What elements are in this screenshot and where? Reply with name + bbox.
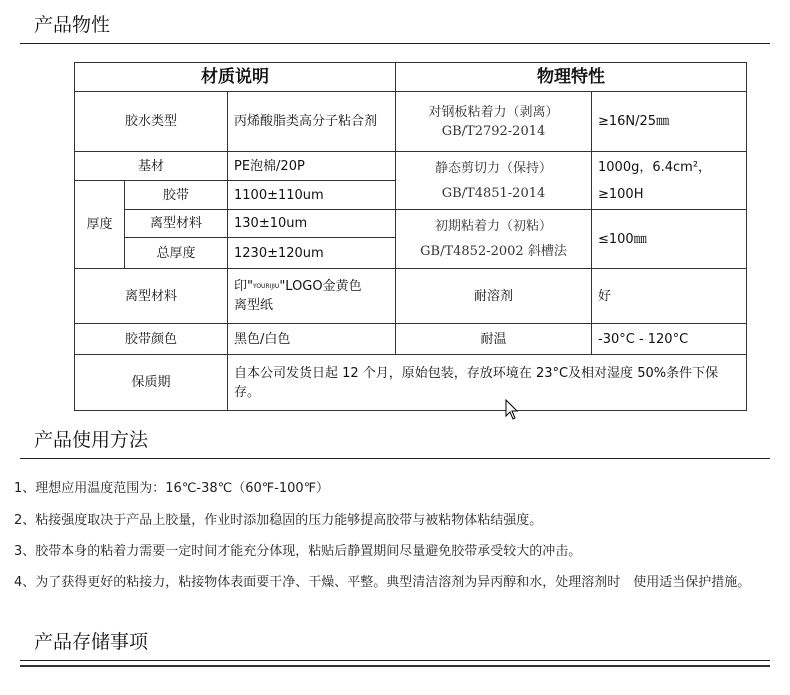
peel-label-line1: 对钢板粘着力（剥离） bbox=[428, 104, 559, 120]
storage-title: 产品存储事项 bbox=[34, 631, 149, 653]
usage-item-2: 2、粘接强度取决于产品上胶量，作业时添加稳固的压力能够提高胶带与被粘物体粘结强度。 bbox=[14, 513, 543, 528]
liner-label: 离型材料 bbox=[75, 269, 228, 324]
properties-section-header bbox=[20, 0, 770, 44]
divider bbox=[20, 665, 770, 667]
tack-value: ≤100㎜ bbox=[592, 210, 747, 269]
peel-label bbox=[396, 92, 592, 152]
table-row bbox=[75, 269, 747, 324]
thickness-label: 厚度 bbox=[75, 181, 125, 269]
tack-label-line1: 初期粘着力（初粘） bbox=[434, 219, 552, 234]
peel-value: ≥16N/25㎜ bbox=[592, 92, 747, 152]
shelf-life-value: 自本公司发货日起 12 个月，原始包装，存放环境在 23°C及相对湿度 50%条件下保存。 bbox=[228, 355, 747, 411]
usage-item-4: 4、为了获得更好的粘接力，粘接物体表面要干净、干燥、平整。典型清洁溶剂为异丙醇和水，处理溶剂时 使用适当保护措施。 bbox=[14, 575, 751, 590]
shear-label-line2: GB/T4851-2014 bbox=[441, 185, 546, 201]
temp-value: -30°C - 120°C bbox=[592, 324, 747, 355]
storage-section-header bbox=[20, 620, 770, 661]
shear-value bbox=[592, 152, 747, 210]
shear-value-line2: ≥100H bbox=[598, 186, 644, 202]
liner-value-line1 bbox=[234, 277, 389, 296]
header-material: 材质说明 bbox=[75, 63, 396, 92]
solvent-label: 耐溶剂 bbox=[396, 269, 592, 324]
peel-label-line2: GB/T2792-2014 bbox=[441, 123, 546, 139]
properties-title: 产品物性 bbox=[34, 14, 111, 36]
solvent-value: 好 bbox=[592, 269, 747, 324]
liner-brand: YOURIJIU bbox=[252, 283, 280, 290]
liner-thickness-value: 130±10um bbox=[228, 210, 396, 238]
tape-label: 胶带 bbox=[125, 181, 228, 210]
table-row bbox=[75, 92, 747, 152]
table-row bbox=[75, 152, 747, 181]
total-thickness-label: 总厚度 bbox=[125, 238, 228, 269]
liner-suffix: "LOGO金黄色 bbox=[279, 279, 362, 294]
table-row bbox=[75, 324, 747, 355]
substrate-value: PE泡棉/20P bbox=[228, 152, 396, 181]
liner-value bbox=[228, 269, 396, 324]
properties-table bbox=[74, 62, 747, 411]
shear-label bbox=[396, 152, 592, 210]
liner-thickness-label: 离型材料 bbox=[125, 210, 228, 238]
color-value: 黑色/白色 bbox=[228, 324, 396, 355]
tack-label-line2: GB/T4852-2002 斜槽法 bbox=[420, 244, 567, 259]
usage-item-1: 1、理想应用温度范围为：16℃-38℃（60℉-100℉） bbox=[14, 481, 330, 496]
temp-label: 耐温 bbox=[396, 324, 592, 355]
usage-item-3: 3、胶带本身的粘着力需要一定时间才能充分体现，粘贴后静置期间尽量避免胶带承受较大的冲击。 bbox=[14, 544, 582, 559]
table-row bbox=[75, 210, 747, 238]
color-label: 胶带颜色 bbox=[75, 324, 228, 355]
shear-label-line1: 静态剪切力（保持） bbox=[434, 160, 552, 176]
shelf-life-label: 保质期 bbox=[75, 355, 228, 411]
shear-value-line1: 1000g，6.4cm²， bbox=[598, 159, 712, 175]
table-row bbox=[75, 355, 747, 411]
liner-value-line2: 离型纸 bbox=[234, 298, 274, 313]
substrate-label: 基材 bbox=[75, 152, 228, 181]
total-thickness-value: 1230±120um bbox=[228, 238, 396, 269]
usage-section-header bbox=[20, 418, 770, 459]
tack-label bbox=[396, 210, 592, 269]
glue-type-label: 胶水类型 bbox=[75, 92, 228, 152]
tape-value: 1100±110um bbox=[228, 181, 396, 210]
header-physical: 物理特性 bbox=[396, 63, 747, 92]
liner-prefix: 印" bbox=[234, 279, 253, 294]
usage-title: 产品使用方法 bbox=[34, 429, 149, 451]
glue-type-value: 丙烯酸脂类高分子粘合剂 bbox=[228, 92, 396, 152]
table-header-row bbox=[75, 63, 747, 92]
